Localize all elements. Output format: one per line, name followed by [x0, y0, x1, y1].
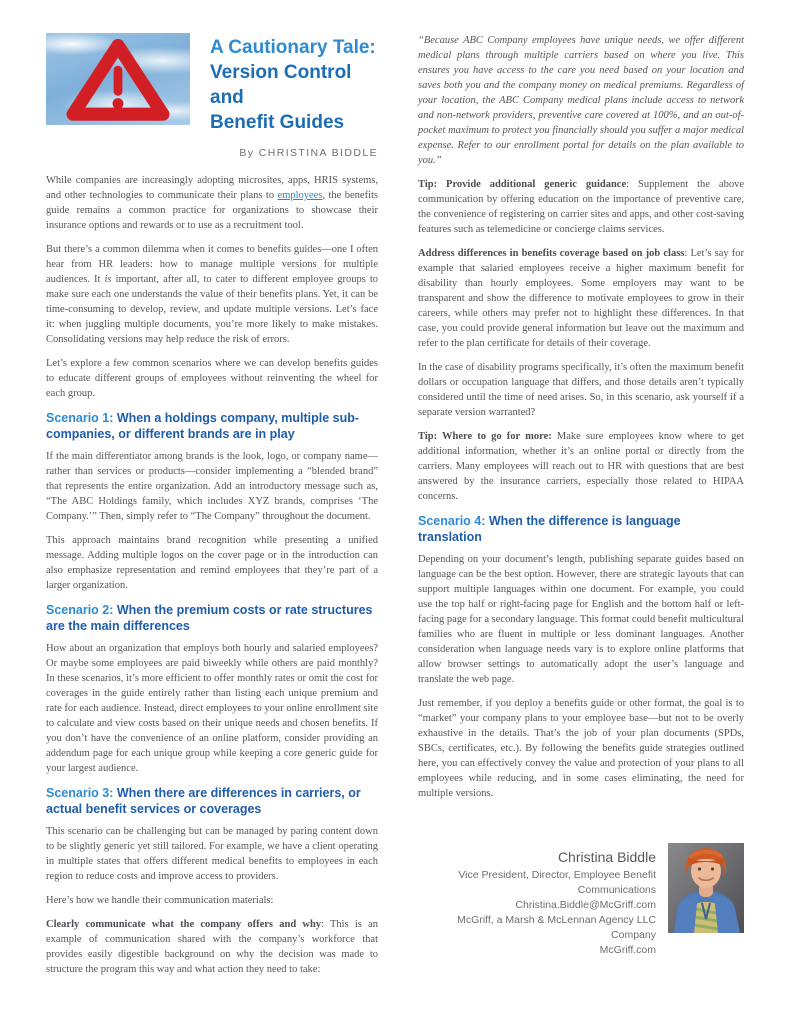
right-column: [418, 33, 744, 958]
title-line-2: Version Control and: [210, 62, 352, 108]
scenario-4-title: When the difference is language translation: [418, 514, 681, 544]
tip-where-to-go-paragraph: [418, 429, 744, 504]
headshot-image: [668, 843, 744, 933]
warning-triangle-image: [46, 33, 190, 125]
sample-communication-quote: “Because ABC Company employees have unique needs, we offer different medical plans through multiple carriers based on where you live. This ensures you have access to the care you need based on your location and saves both you and the company money on medical premiums. Regardless of your location, the ABC Company medical plans include access to network and non-network providers, preventive care covered at 100%, and an out-of-pocket maximum to protect you financially should you suffer a major medical expense. Refer to our enrollment portal for details on the plan available to you.”: [418, 35, 744, 166]
author-email: Christina.Biddle@McGriff.com: [515, 899, 656, 911]
author-website: McGriff.com: [599, 944, 656, 956]
byline: By CHRISTINA BIDDLE: [239, 147, 378, 159]
scenario-4-prefix: Scenario 4:: [418, 514, 486, 528]
scenario-3-heading: [46, 785, 378, 817]
scenario-1-heading: [46, 410, 378, 442]
bold-lead: Tip: Provide additional generic guidance: [418, 179, 627, 190]
paragraph-intro: [46, 173, 378, 233]
text-run-italic: is: [104, 274, 112, 285]
author-info: [418, 843, 656, 958]
closing-paragraph: Just remember, if you deploy a benefits guide or other format, the goal is to “market” your company plans to your employee base—but not to be overly exhaustive in the details. That’s the job of your plan documents (SPDs, SBCs, certificates, etc.). By following the benefits guide strategies outlined here, you can effectively convey the value and protection of your plans to all employees while reducing, and in some cases eliminating, the need for multiple versions.: [418, 698, 744, 799]
author-card: [418, 843, 744, 958]
left-column: [46, 33, 378, 986]
employees-link[interactable]: employees: [277, 190, 323, 201]
warning-triangle-icon: [57, 35, 179, 123]
tip-generic-guidance-paragraph: [418, 177, 744, 237]
scenario-3-title: When there are differences in carriers, or actual benefit services or coverages: [46, 786, 361, 816]
article-header: [46, 33, 378, 159]
text-run: : This is an example of communication shared with the company’s workforce that provides easily digestible background on why the decision was made to structure the program this way and what action they need to take:: [46, 919, 378, 975]
title-block: [210, 33, 378, 159]
scenario-2-prefix: Scenario 2:: [46, 603, 114, 617]
title-line-3: Benefit Guides: [210, 112, 345, 133]
author-company: McGriff, a Marsh & McLennan Agency LLC Company: [457, 914, 656, 941]
scenario-4-heading: [418, 513, 744, 545]
title-line-1: A Cautionary Tale:: [210, 37, 376, 58]
job-class-paragraph: [418, 246, 744, 351]
text-run: important, after all, to cater to different employee groups to make sure each one understands the value of their benefits plans. Yet, it can be time-consuming to develop, review, and update multiple versions. Let’s face it: when juggling multiple documents, you’re more likely to make mistakes. Consolidating versions may help reduce the risk of errors.: [46, 274, 378, 345]
paragraph-dilemma: [46, 242, 378, 347]
text-run: But there’s a common dilemma when it comes to benefits guides—one I often hear from HR leaders: how to manage multiple versions for multiple audiences. It: [46, 244, 378, 285]
scenario-2-heading: [46, 602, 378, 634]
text-run: Make sure employees know where to get additional information, whether it’s an online portal or directly from the carriers. Many employees will reach out to HR with questions that are best answered by the insurance carriers, especially those related to HIPAA concerns.: [418, 431, 744, 502]
scenario-3-paragraph: This scenario can be challenging but can be managed by paring content down to be slightly generic yet still tailored. For example, we have a client operating in multiple states that offers different medical benefits to employees in each region to reduce costs and improve access to providers.: [46, 826, 378, 882]
text-run: , the benefits guide remains a common practice for organizations to showcase their insurance options and rewards or to use as a recruitment tool.: [46, 190, 378, 231]
bold-lead: Clearly communicate what the company offers and why: [46, 919, 322, 930]
author-job-title: Vice President, Director, Employee Benefit Communications: [458, 869, 656, 896]
page-title: [210, 35, 378, 135]
text-run: While companies are increasingly adopting microsites, apps, HRIS systems, and other technologies to communicate their plans to: [46, 175, 378, 201]
disability-paragraph: In the case of disability programs specifically, it’s often the maximum benefit dollars or occupation language that differs, and those details aren’t typically considered until the time of need arises. So, in this scenario, ask yourself if a separate version warranted?: [418, 362, 744, 418]
author-photo: [668, 843, 744, 933]
bold-lead: Address differences in benefits coverage based on job class: [418, 248, 685, 259]
bold-lead: Tip: Where to go for more:: [418, 431, 552, 442]
scenario-2-paragraph: How about an organization that employs both hourly and salaried employees? Or maybe some employees are paid biweekly while others are paid monthly? In these scenarios, it’s more efficient to offer monthly rates or omit the cost for coverages in the guide entirely rather than listing each unique premium and rate for each audience. Instead, direct employees to your online enrollment site to calculate and view costs based on their unique needs and chosen benefits. If you don’t have the convenience of an online platform, consider providing an addendum page for each unique group while keeping a core generic guide for your largest audience.: [46, 643, 378, 774]
communication-materials-line: Here’s how we handle their communication materials:: [46, 895, 274, 906]
scenario-2-title: When the premium costs or rate structures are the main differences: [46, 603, 373, 633]
text-run: : Let’s say for example that salaried employees receive a higher maximum benefit for disability than hourly employees. Some employers may want to be transparent and show the difference to motivate employees to grow in their careers, while others may prefer not to highlight these differences. In that case, you could provide general information but leave out the maximum and refer to the plan certificate for details of their coverage.: [418, 248, 744, 349]
scenario-1-paragraph-1: If the main differentiator among brands is the look, logo, or company name—rather than services or products—consider implementing a “blended brand” that represents the entire organization. Add an introductory message such as, “The ABC Holdings family, which includes XYZ brands, comprises ‘The Company.’” Then, simply refer to “The Company” throughout the document.: [46, 451, 378, 522]
scenario-1-prefix: Scenario 1:: [46, 411, 114, 425]
scenario-1-paragraph-2: This approach maintains brand recognition while presenting a unified message. Adding multiple logos on the cover page or in the introduction can also emphasize representation and remind employees that they’re part of a larger organization.: [46, 535, 378, 591]
scenario-4-paragraph: Depending on your document’s length, publishing separate guides based on language can be the best option. However, there are strategic layouts that can support multiple languages within one document. For example, you could use the top half or right-facing page for English and the bottom half or left-facing page for a secondary language. This format could benefit multicultural families who are fluent in multiple or less dominant languages. Another consideration when language needs vary is to explore online platforms that allow browser settings to automatically adopt the user’s language and translate the web page.: [418, 554, 744, 685]
paragraph-explore: Let’s explore a few common scenarios where we can develop benefits guides to educate different groups of employees without reinventing the wheel for each group.: [46, 358, 378, 399]
clearly-communicate-paragraph: [46, 917, 378, 977]
author-name: Christina Biddle: [557, 849, 656, 865]
text-run: : Supplement the above communication by offering education on the importance of preventive care, the convenience of registering on carrier sites and apps, and other cost-saving features such as telemedicine or concierge claims services.: [418, 179, 744, 235]
scenario-1-title: When a holdings company, multiple sub-companies, or different brands are in play: [46, 411, 360, 441]
scenario-3-prefix: Scenario 3:: [46, 786, 114, 800]
